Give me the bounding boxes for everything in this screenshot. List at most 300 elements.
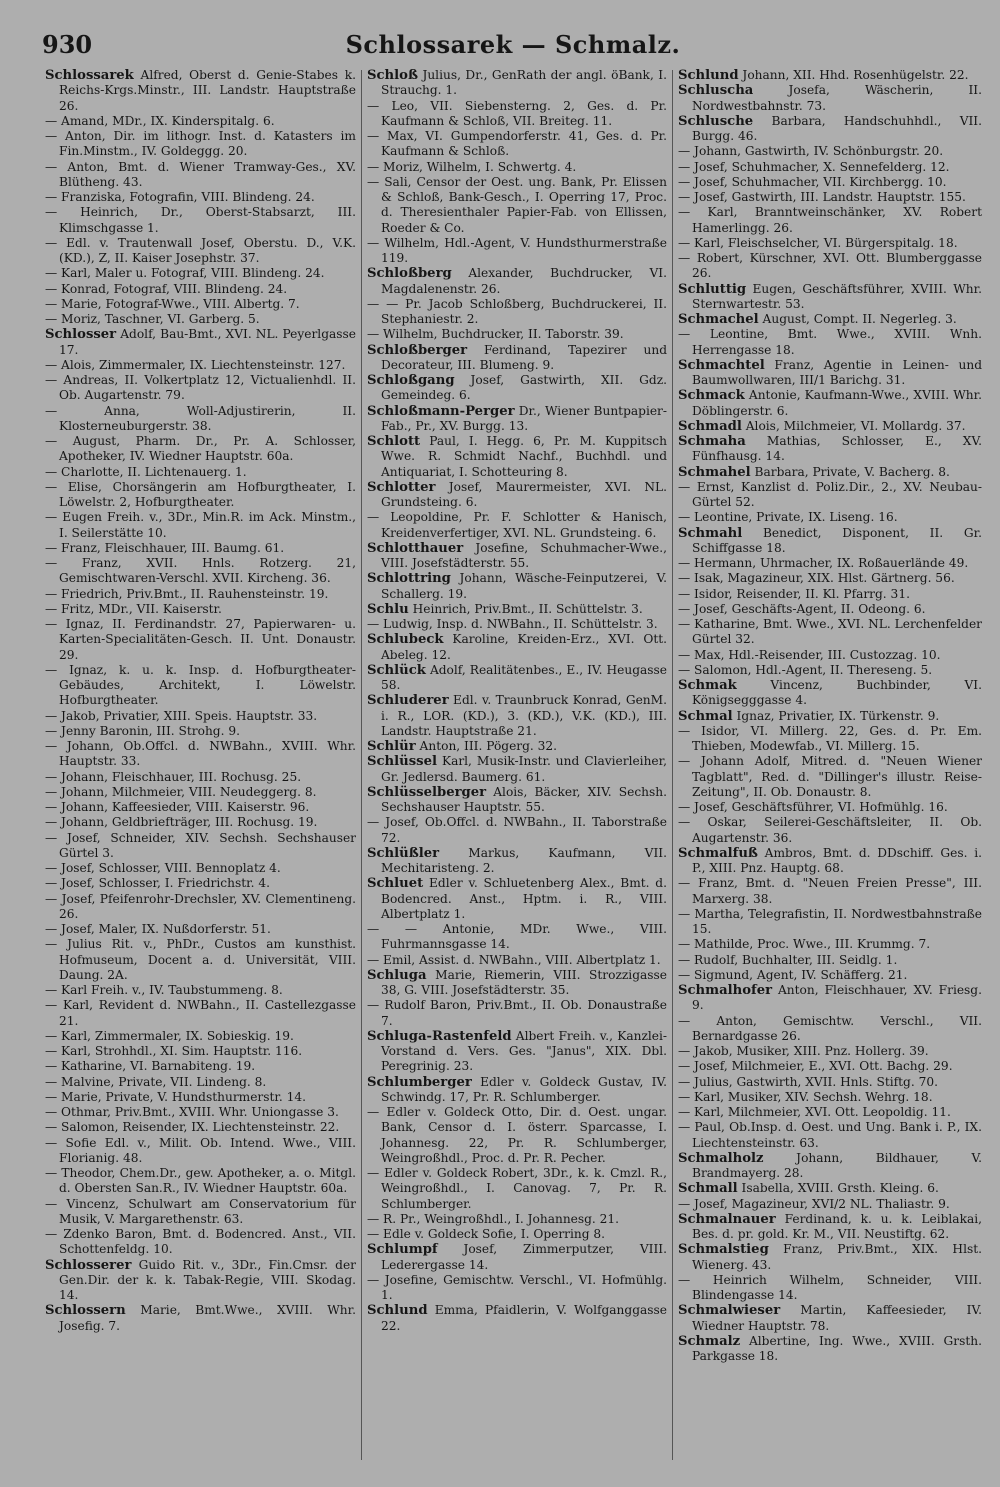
entry-text: — Robert, Kürschner, XVI. Ott. Blumberggasse 26.	[678, 251, 982, 281]
directory-entry	[367, 404, 667, 435]
entry-text: — Josef, Schneider, XIV. Sechsh. Sechshauser Gürtel 3.	[45, 830, 356, 860]
directory-entry	[678, 1197, 982, 1212]
directory-entry	[678, 236, 982, 251]
directory-entry	[367, 160, 667, 175]
entry-surname: Schlund	[367, 1303, 428, 1319]
directory-entry	[367, 1242, 667, 1273]
entry-surname: Schmalz	[678, 1333, 741, 1349]
directory-entry	[367, 754, 667, 785]
directory-entry	[45, 510, 356, 541]
directory-entry	[678, 434, 982, 465]
entry-surname: Schmahel	[678, 464, 751, 480]
entry-text: Edler v. Schluetenberg Alex., Bmt. d. Bodencred. Anst., Hptm. i. R., VIII. Albertplatz 1.	[381, 876, 667, 921]
entry-surname: Schloßberg	[367, 266, 452, 282]
entry-text: — Ignaz, II. Ferdinandstr. 27, Papierwaren- u. Karten-Specialitäten-Gesch. II. Unt. Donaustr. 29.	[45, 617, 356, 662]
entry-surname: Schlumberger	[367, 1074, 472, 1090]
entry-text: Antonie, Kaufmann-Wwe., XVIII. Whr. Döblingerstr. 6.	[692, 388, 982, 418]
directory-entry	[678, 571, 982, 586]
directory-entry	[367, 99, 667, 130]
entry-surname: Schluscha	[678, 83, 754, 99]
entry-text: — Franz, Fleischhauer, III. Baumg. 61.	[45, 540, 285, 555]
entry-text: Mathias, Schlosser, E., XV. Fünfhausg. 14.	[692, 434, 982, 464]
directory-entry	[367, 510, 667, 541]
entry-text: — Johann, Fleischhauer, III. Rochusg. 25.	[45, 769, 302, 784]
directory-entry	[367, 480, 667, 511]
entry-surname: Schmalfuß	[678, 845, 758, 861]
page-header	[40, 24, 986, 68]
entry-text: — Karl, Musiker, XIV. Sechsh. Wehrg. 18.	[678, 1089, 933, 1104]
entry-surname: Schlott	[367, 434, 421, 449]
entry-text: Franz, Agentie in Leinen- und Baumwollwaren, III/1 Barichg. 31.	[692, 357, 982, 387]
entry-text: Emma, Pfaidlerin, V. Wolfganggasse 22.	[381, 1303, 667, 1333]
directory-entry	[45, 1303, 356, 1334]
entry-surname: Schlottring	[367, 571, 451, 587]
entry-text: — Wilhelm, Buchdrucker, II. Taborstr. 39.	[367, 327, 624, 342]
entry-text: Karoline, Kreiden-Erz., XVI. Ott. Abeleg. 12.	[381, 632, 667, 662]
entry-text: — Salomon, Hdl.-Agent, II. Thereseng. 5.	[678, 662, 933, 677]
directory-entry	[45, 312, 356, 327]
directory-entry	[678, 1059, 982, 1074]
directory-entry	[45, 327, 356, 358]
entry-text: — Theodor, Chem.Dr., gew. Apotheker, a. o. Mitgl. d. Obersten San.R., IV. Wiedner Hauptstr. 60a.	[45, 1166, 356, 1196]
entry-text: Albert Freih. v., Kanzlei-Vorstand d. Vers. Ges. "Janus", XIX. Dbl. Peregrinig. 23.	[381, 1028, 667, 1074]
entry-text: — Johann, Gastwirth, IV. Schönburgstr. 20.	[678, 144, 944, 159]
entry-text: Eugen, Geschäftsführer, XVIII. Whr. Sternwartestr. 53.	[692, 281, 982, 311]
page-number: 930	[42, 30, 93, 59]
entry-text: Guido Rit. v., 3Dr., Fin.Cmsr. der Gen.Dir. der k. k. Tabak-Regie, VIII. Skodag. 14.	[59, 1257, 356, 1302]
entry-text: — Anton, Bmt. d. Wiener Tramway-Ges., XV. Blütheng. 43.	[45, 159, 356, 189]
directory-entry	[45, 663, 356, 709]
entry-text: — Rudolf, Buchhalter, III. Seidlg. 1.	[678, 952, 898, 967]
directory-entry	[678, 953, 982, 968]
entry-surname: Schmaha	[678, 434, 746, 449]
directory-entry	[367, 602, 667, 617]
entry-text: — Anna, Woll-Adjustirerin, II. Klosterneuburgerstr. 38.	[45, 403, 356, 433]
directory-entry	[367, 343, 667, 374]
directory-entry	[45, 1105, 356, 1120]
directory-entry	[45, 1227, 356, 1258]
directory-entry	[678, 602, 982, 617]
directory-entry	[45, 556, 356, 587]
directory-entry	[678, 876, 982, 907]
directory-entry	[678, 983, 982, 1014]
directory-entry	[45, 190, 356, 205]
directory-entry	[367, 1029, 667, 1075]
directory-entry	[45, 358, 356, 373]
entry-text: — Max, VI. Gumpendorferstr. 41, Ges. d. Pr. Kaufmann & Schloß.	[367, 129, 667, 159]
entry-surname: Schmalnauer	[678, 1211, 776, 1227]
directory-entry	[367, 1075, 667, 1106]
entry-text: — Johann, Ob.Offcl. d. NWBahn., XVIII. Whr. Hauptstr. 33.	[45, 739, 356, 769]
entry-surname: Schmadl	[678, 418, 742, 434]
entry-text: Josefine, Schuhmacher-Wwe., VIII. Josefstädterstr. 55.	[381, 540, 667, 570]
directory-entry	[678, 648, 982, 663]
directory-entry	[678, 587, 982, 602]
entry-text: — Eugen Freih. v., 3Dr., Min.R. im Ack. Minstm., I. Seilerstätte 10.	[45, 510, 356, 540]
entry-surname: Schmahl	[678, 525, 743, 541]
entry-text: Barbara, Handschuhhdl., VII. Burgg. 46.	[692, 113, 982, 143]
entry-surname: Schlumpf	[367, 1242, 438, 1258]
entry-text: — Karl, Zimmermaler, IX. Sobieskig. 19.	[45, 1028, 294, 1043]
directory-entry	[367, 1303, 667, 1334]
running-title: Schlossarek — Schmalz.	[345, 30, 681, 59]
directory-entry	[678, 754, 982, 800]
entry-text: — Zdenko Baron, Bmt. d. Bodencred. Anst., VII. Schottenfeldg. 10.	[45, 1227, 356, 1257]
entry-text: Adolf, Bau-Bmt., XVI. NL. Peyerlgasse 17.	[59, 327, 356, 357]
directory-entry	[678, 1273, 982, 1304]
entry-text: Josef, Maurermeister, XVI. NL. Grundsteing. 6.	[381, 479, 667, 509]
directory-entry	[678, 1334, 982, 1365]
entry-text: Ferdinand, k. u. k. Leiblakai, Bes. d. pr. gold. Kr. M., VII. Neustiftg. 62.	[692, 1211, 982, 1241]
directory-entry	[678, 510, 982, 525]
entry-text: Alois, Bäcker, XIV. Sechsh. Sechshauser Hauptstr. 55.	[381, 784, 667, 814]
entry-text: Josef, Zimmerputzer, VIII. Lederergasse 14.	[381, 1242, 667, 1272]
entry-surname: Schmak	[678, 678, 737, 693]
directory-entry	[367, 815, 667, 846]
directory-entry	[678, 327, 982, 358]
directory-entry	[367, 541, 667, 572]
entry-text: Albertine, Ing. Wwe., XVIII. Grsth. Parkgasse 18.	[692, 1333, 982, 1363]
entry-text: — Josef, Schlosser, VIII. Bennoplatz 4.	[45, 861, 281, 875]
entry-text: — Vincenz, Schulwart am Conservatorium für Musik, V. Margarethenstr. 63.	[45, 1196, 356, 1226]
entry-text: — Katharine, Bmt. Wwe., XVI. NL. Lerchenfelder Gürtel 32.	[678, 617, 982, 647]
entry-text: — Jakob, Privatier, XIII. Speis. Hauptstr. 33.	[45, 708, 318, 723]
directory-entry	[678, 846, 982, 877]
entry-text: — Alois, Zimmermaler, IX. Liechtensteinstr. 127.	[45, 357, 346, 372]
entry-text: — Max, Hdl.-Reisender, III. Custozzag. 10.	[678, 647, 941, 662]
entry-surname: Schmall	[678, 1181, 738, 1197]
entry-text: — Edler v. Goldeck Otto, Dir. d. Oest. ungar. Bank, Censor d. I. österr. Sparcasse, I. Johannesg. 22, Pr. R. Schlumberger, Weingroßhdl., Proc. d. Pr. R. Pecher.	[367, 1105, 667, 1165]
entry-surname: Schlück	[367, 662, 426, 678]
entry-text: — Mathilde, Proc. Wwe., III. Krummg. 7.	[678, 937, 931, 952]
column-2	[362, 68, 672, 1468]
entry-surname: Schmachel	[678, 312, 759, 327]
directory-entry	[45, 739, 356, 770]
directory-entry	[678, 1120, 982, 1151]
entry-text: — Karl, Strohhdl., XI. Sim. Hauptstr. 116.	[45, 1044, 303, 1058]
directory-entry	[367, 266, 667, 297]
directory-entry	[367, 785, 667, 816]
directory-entry	[367, 922, 667, 953]
entry-text: — Josef, Schuhmacher, VII. Kirchbergg. 10.	[678, 174, 947, 189]
entry-text: Anton, Fleischhauer, XV. Friesg. 9.	[692, 983, 982, 1013]
entry-text: — Josef, Milchmeier, E., XVI. Ott. Bachg. 29.	[678, 1059, 953, 1074]
entry-text: Alfred, Oberst d. Genie-Stabes k. Reichs-Krgs.Minstr., III. Landstr. Hauptstraße 26.	[59, 68, 356, 113]
directory-entry	[678, 388, 982, 419]
entry-text: — Emil, Assist. d. NWBahn., VIII. Albertplatz 1.	[367, 952, 661, 967]
entry-text: — Karl, Milchmeier, XVI. Ott. Leopoldig. 11.	[678, 1105, 951, 1119]
entry-text: — Leontine, Bmt. Wwe., XVIII. Wnh. Herrengasse 18.	[678, 327, 982, 357]
directory-entry	[45, 68, 356, 114]
directory-entry	[45, 602, 356, 617]
entry-text: — Marie, Private, V. Hundsthurmerstr. 14.	[45, 1089, 307, 1104]
directory-entry	[678, 907, 982, 938]
entry-text: — Karl, Revident d. NWBahn., II. Castellezgasse 21.	[45, 998, 356, 1028]
entry-text: — Sigmund, Agent, IV. Schäfferg. 21.	[678, 967, 908, 982]
entry-text: — Josef, Geschäfts-Agent, II. Odeong. 6.	[678, 601, 926, 616]
directory-entry	[678, 114, 982, 145]
entry-surname: Schmalstieg	[678, 1242, 769, 1258]
directory-entry	[678, 205, 982, 236]
entry-surname: Schluet	[367, 876, 424, 892]
directory-entry	[45, 709, 356, 724]
entry-text: Anton, III. Pögerg. 32.	[415, 739, 558, 753]
entry-text: — Josef, Geschäftsführer, VI. Hofmühlg. 16.	[678, 800, 948, 814]
entry-text: Martin, Kaffeesieder, IV. Wiedner Hauptstr. 78.	[692, 1303, 982, 1333]
entry-text: — Isidor, Reisender, II. Kl. Pfarrg. 31.	[678, 586, 910, 601]
entry-surname: Schmalwieser	[678, 1303, 781, 1319]
entry-text: — Moriz, Wilhelm, I. Schwertg. 4.	[367, 159, 577, 174]
directory-entry	[367, 236, 667, 267]
entry-text: — Josefine, Gemischtw. Verschl., VI. Hofmühlg. 1.	[367, 1272, 667, 1302]
entry-text: — Wilhelm, Hdl.-Agent, V. Hundsthurmerstraße 119.	[367, 235, 667, 265]
directory-entry	[367, 1105, 667, 1166]
entry-text: — Elise, Chorsängerin am Hofburgtheater, I. Löwelstr. 2, Hofburgtheater.	[45, 479, 356, 509]
entry-text: Karl, Musik-Instr. und Clavierleiher, Gr. Jedlersd. Baumerg. 61.	[381, 754, 667, 784]
directory-entry	[45, 587, 356, 602]
directory-entry	[45, 770, 356, 785]
entry-text: — Isak, Magazineur, XIX. Hlst. Gärtnerg. 56.	[678, 571, 955, 586]
directory-entry	[678, 724, 982, 755]
directory-entry	[678, 678, 982, 709]
entry-text: — Salomon, Reisender, IX. Liechtensteinstr. 22.	[45, 1120, 340, 1135]
entry-text: — August, Pharm. Dr., Pr. A. Schlosser, Apotheker, IV. Wiedner Hauptstr. 60a.	[45, 434, 356, 464]
directory-entry	[678, 1242, 982, 1273]
directory-entry	[367, 327, 667, 342]
entry-surname: Schmalholz	[678, 1150, 764, 1166]
directory-entry	[367, 876, 667, 922]
directory-entry	[45, 617, 356, 663]
directory-entry	[678, 190, 982, 205]
entry-text: — Heinrich, Dr., Oberst-Stabsarzt, III. Klimschgasse 1.	[45, 205, 356, 235]
directory-entry	[367, 693, 667, 739]
entry-text: Adolf, Realitätenbes., E., IV. Heugasse 58.	[381, 662, 667, 692]
directory-entry	[45, 373, 356, 404]
entry-text: — Josef, Pfeifenrohr-Drechsler, XV. Clementineng. 26.	[45, 891, 356, 921]
entry-surname: Schloßmann-Perger	[367, 403, 515, 419]
entry-surname: Schmachtel	[678, 357, 765, 373]
directory-entry	[45, 800, 356, 815]
directory-entry	[45, 983, 356, 998]
entry-text: — Othmar, Priv.Bmt., XVIII. Whr. Uniongasse 3.	[45, 1105, 339, 1119]
entry-text: — Leontine, Private, IX. Liseng. 16.	[678, 510, 898, 525]
directory-entry	[45, 480, 356, 511]
entry-surname: Schlotter	[367, 479, 436, 495]
entry-surname: Schmal	[678, 708, 733, 724]
entry-surname: Schlüßler	[367, 845, 440, 861]
entry-text: Johann, Wäsche-Feinputzerei, V. Schallerg. 19.	[381, 571, 667, 601]
entry-text: Ambros, Bmt. d. DDschiff. Ges. i. P., XIII. Pnz. Hauptg. 68.	[692, 845, 982, 875]
directory-entry	[678, 160, 982, 175]
entry-text: — — Antonie, MDr. Wwe., VIII. Fuhrmannsgasse 14.	[367, 922, 667, 952]
entry-text: — Edl. v. Trautenwall Josef, Oberstu. D., V.K. (KD.), Z, II. Kaiser Josephstr. 37.	[45, 235, 356, 265]
directory-entry	[367, 373, 667, 404]
directory-entry	[45, 129, 356, 160]
directory-entry	[45, 922, 356, 937]
entry-text: — Jakob, Musiker, XIII. Pnz. Hollerg. 39.	[678, 1044, 929, 1058]
directory-entry	[678, 83, 982, 114]
entry-text: — Isidor, VI. Millerg. 22, Ges. d. Pr. Em. Thieben, Modewfab., VI. Millerg. 15.	[678, 723, 982, 753]
entry-text: — Franz, XVII. Hnls. Rotzerg. 21, Gemischtwaren-Verschl. XVII. Kircheng. 36.	[45, 556, 356, 586]
directory-entry	[45, 404, 356, 435]
entry-text: — Julius Rit. v., PhDr., Custos am kunsthist. Hofmuseum, Docent a. d. Universität, VIII. Daung. 2A.	[45, 937, 356, 982]
directory-entry	[45, 1044, 356, 1059]
entry-text: Markus, Kaufmann, VII. Mechitaristeng. 2.	[381, 845, 667, 875]
entry-surname: Schloß	[367, 68, 418, 83]
entry-surname: Schluttig	[678, 281, 747, 297]
directory-entry	[367, 1166, 667, 1212]
directory-entry	[45, 1197, 356, 1228]
directory-entry	[45, 876, 356, 891]
directory-entry	[45, 236, 356, 267]
directory-entry	[45, 114, 356, 129]
entry-text: — Fritz, MDr., VII. Kaiserstr.	[45, 601, 222, 616]
directory-entry	[678, 663, 982, 678]
directory-entry	[678, 556, 982, 571]
entry-text: — Karl Freih. v., IV. Taubstummeng. 8.	[45, 983, 283, 997]
directory-entry	[678, 1151, 982, 1182]
entry-text: — Ernst, Kanzlist d. Poliz.Dir., 2., XV. Neubau-Gürtel 52.	[678, 479, 982, 509]
entry-text: — Josef, Ob.Offcl. d. NWBahn., II. Taborstraße 72.	[367, 815, 667, 845]
directory-entry	[678, 709, 982, 724]
entry-text: August, Compt. II. Negerleg. 3.	[758, 312, 957, 326]
entry-text: Heinrich, Priv.Bmt., II. Schüttelstr. 3.	[408, 601, 643, 616]
directory-entry	[367, 571, 667, 602]
entry-text: — Josef, Schlosser, I. Friedrichstr. 4.	[45, 876, 270, 891]
directory-entry	[678, 1044, 982, 1059]
entry-text: — Karl, Branntweinschänker, XV. Robert Hamerlingg. 26.	[678, 205, 982, 235]
entry-text: — Josef, Schuhmacher, X. Sennefelderg. 12.	[678, 159, 950, 174]
directory-entry	[367, 617, 667, 632]
directory-entry	[367, 1273, 667, 1304]
entry-surname: Schlossern	[45, 1303, 126, 1319]
entry-surname: Schlosser	[45, 327, 117, 343]
entry-text: — Johann, Geldbriefträger, III. Rochusg. 19.	[45, 815, 318, 830]
entry-surname: Schlund	[678, 68, 739, 83]
entry-text: — Leopoldine, Pr. F. Schlotter & Hanisch, Kreidenverfertiger, XVI. NL. Grundsteing. 6.	[367, 510, 667, 540]
directory-entry	[678, 419, 982, 434]
directory-entry	[678, 526, 982, 557]
entry-surname: Schluga	[367, 967, 427, 983]
directory-entry	[678, 1212, 982, 1243]
entry-text: Edl. v. Traunbruck Konrad, GenM. i. R., LOR. (KD.), 3. (KD.), V.K. (KD.), III. Landstr. Hauptstraße 21.	[381, 693, 667, 738]
entry-text: — Andreas, II. Volkertplatz 12, Victualienhdl. II. Ob. Augartenstr. 79.	[45, 373, 356, 403]
entry-text: Alois, Milchmeier, VI. Mollardg. 37.	[741, 418, 966, 433]
directory-entry	[45, 266, 356, 281]
entry-text: Josef, Gastwirth, XII. Gdz. Gemeindeg. 6.	[381, 373, 667, 403]
directory-entry	[45, 1120, 356, 1135]
directory-entry	[367, 632, 667, 663]
entry-surname: Schluga-Rastenfeld	[367, 1028, 512, 1044]
directory-entry	[367, 1227, 667, 1242]
directory-entry	[678, 1303, 982, 1334]
directory-entry	[367, 953, 667, 968]
entry-surname: Schlüssel	[367, 754, 437, 770]
entry-text: — Moriz, Taschner, VI. Garberg. 5.	[45, 312, 260, 326]
entry-text: Paul, I. Hegg. 6, Pr. M. Kuppitsch Wwe. R. Schmidt Nachf., Buchhdl. und Antiquariat, I. Schotteuring 8.	[381, 434, 667, 479]
entry-surname: Schlotthauer	[367, 540, 464, 556]
directory-entry	[45, 434, 356, 465]
entry-text: — Sofie Edl. v., Milit. Ob. Intend. Wwe., VIII. Florianig. 48.	[45, 1135, 356, 1165]
directory-entry	[678, 175, 982, 190]
entry-text: Edler v. Goldeck Gustav, IV. Schwindg. 17, Pr. R. Schlumberger.	[381, 1074, 667, 1104]
entry-text: Josefa, Wäscherin, II. Nordwestbahnstr. 73.	[692, 83, 982, 113]
directory-entry	[45, 1258, 356, 1304]
directory-entry	[367, 434, 667, 480]
entry-surname: Schloßgang	[367, 373, 455, 388]
entry-text: Isabella, XVIII. Grsth. Kleing. 6.	[737, 1181, 939, 1196]
directory-entry	[367, 968, 667, 999]
entry-text: — Friedrich, Priv.Bmt., II. Rauhensteinstr. 19.	[45, 586, 329, 601]
entry-text: — R. Pr., Weingroßhdl., I. Johannesg. 21.	[367, 1211, 620, 1226]
entry-text: — Josef, Maler, IX. Nußdorferstr. 51.	[45, 922, 271, 936]
directory-entry	[45, 861, 356, 876]
directory-entry	[45, 724, 356, 739]
entry-surname: Schlüsselberger	[367, 784, 487, 800]
directory-entry	[678, 312, 982, 327]
directory-entry	[45, 1090, 356, 1105]
directory-entry	[678, 480, 982, 511]
entry-text: — Paul, Ob.Insp. d. Oest. und Ung. Bank i. P., IX. Liechtensteinstr. 63.	[678, 1120, 982, 1150]
entry-text: — Rudolf Baron, Priv.Bmt., II. Ob. Donaustraße 7.	[367, 998, 667, 1028]
entry-text: — Johann, Milchmeier, VIII. Neudeggerg. 8.	[45, 784, 317, 799]
directory-entry	[45, 1136, 356, 1167]
entry-text: — Marie, Fotograf-Wwe., VIII. Albertg. 7.	[45, 296, 300, 311]
directory-entry	[45, 831, 356, 862]
entry-text: — Ignaz, k. u. k. Insp. d. Hofburgtheater-Gebäudes, Architekt, I. Löwelstr. Hofburgtheater.	[45, 662, 356, 708]
entry-text: — Julius, Gastwirth, XVII. Hnls. Stiftg. 70.	[678, 1074, 938, 1089]
entry-text: — Edle v. Goldeck Sofie, I. Operring 8.	[367, 1227, 606, 1241]
entry-text: Ferdinand, Tapezirer und Decorateur, III. Blumeng. 9.	[381, 342, 667, 372]
directory-entry	[45, 1166, 356, 1197]
directory-entry	[45, 892, 356, 923]
entry-surname: Schluderer	[367, 693, 449, 709]
directory-entry	[45, 297, 356, 312]
directory-entry	[367, 1212, 667, 1227]
directory-entry	[678, 282, 982, 313]
directory-entry	[678, 1181, 982, 1196]
entry-text: — Katharine, VI. Barnabiteng. 19.	[45, 1059, 256, 1074]
entry-text: — Ludwig, Insp. d. NWBahn., II. Schüttelstr. 3.	[367, 617, 658, 631]
directory-entry	[678, 968, 982, 983]
entry-text: — Leo, VII. Siebensterng. 2, Ges. d. Pr. Kaufmann & Schloß, VII. Breiteg. 11.	[367, 98, 667, 128]
entry-text: — Amand, MDr., IX. Kinderspitalg. 6.	[45, 113, 275, 128]
entry-text: — Malvine, Private, VII. Lindeng. 8.	[45, 1074, 267, 1089]
directory-entry	[678, 937, 982, 952]
directory-entry	[367, 129, 667, 160]
directory-entry	[678, 465, 982, 480]
entry-text: — Karl, Maler u. Fotograf, VIII. Blindeng. 24.	[45, 266, 325, 281]
entry-surname: Schlosserer	[45, 1257, 132, 1273]
directory-entry	[678, 68, 982, 83]
entry-surname: Schlu	[367, 601, 409, 617]
entry-text: — Edler v. Goldeck Robert, 3Dr., k. k. Cmzl. R., Weingroßhdl., I. Canovag. 7, Pr. R. Schlumberger.	[367, 1166, 667, 1211]
entry-text: — Johann, Kaffeesieder, VIII. Kaiserstr. 96.	[45, 800, 310, 814]
entry-surname: Schlür	[367, 739, 416, 754]
directory-entry	[45, 785, 356, 800]
entry-surname: Schlubeck	[367, 632, 444, 648]
directory-entry	[45, 465, 356, 480]
entry-text: — Anton, Gemischtw. Verschl., VII. Bernardgasse 26.	[678, 1013, 982, 1043]
entry-text: — Karl, Fleischselcher, VI. Bürgerspitalg. 18.	[678, 235, 958, 250]
directory-entry	[45, 282, 356, 297]
entry-text: — Johann Adolf, Mitred. d. "Neuen Wiener Tagblatt", Red. d. "Dillinger's illustr. Reise-Zeitung", II. Ob. Donaustr. 8.	[678, 754, 982, 799]
directory-entry	[45, 205, 356, 236]
column-3	[673, 68, 987, 1468]
entry-surname: Schlusche	[678, 113, 754, 129]
entry-text: — Martha, Telegrafistin, II. Nordwestbahnstraße 15.	[678, 906, 982, 936]
directory-entry	[678, 617, 982, 648]
